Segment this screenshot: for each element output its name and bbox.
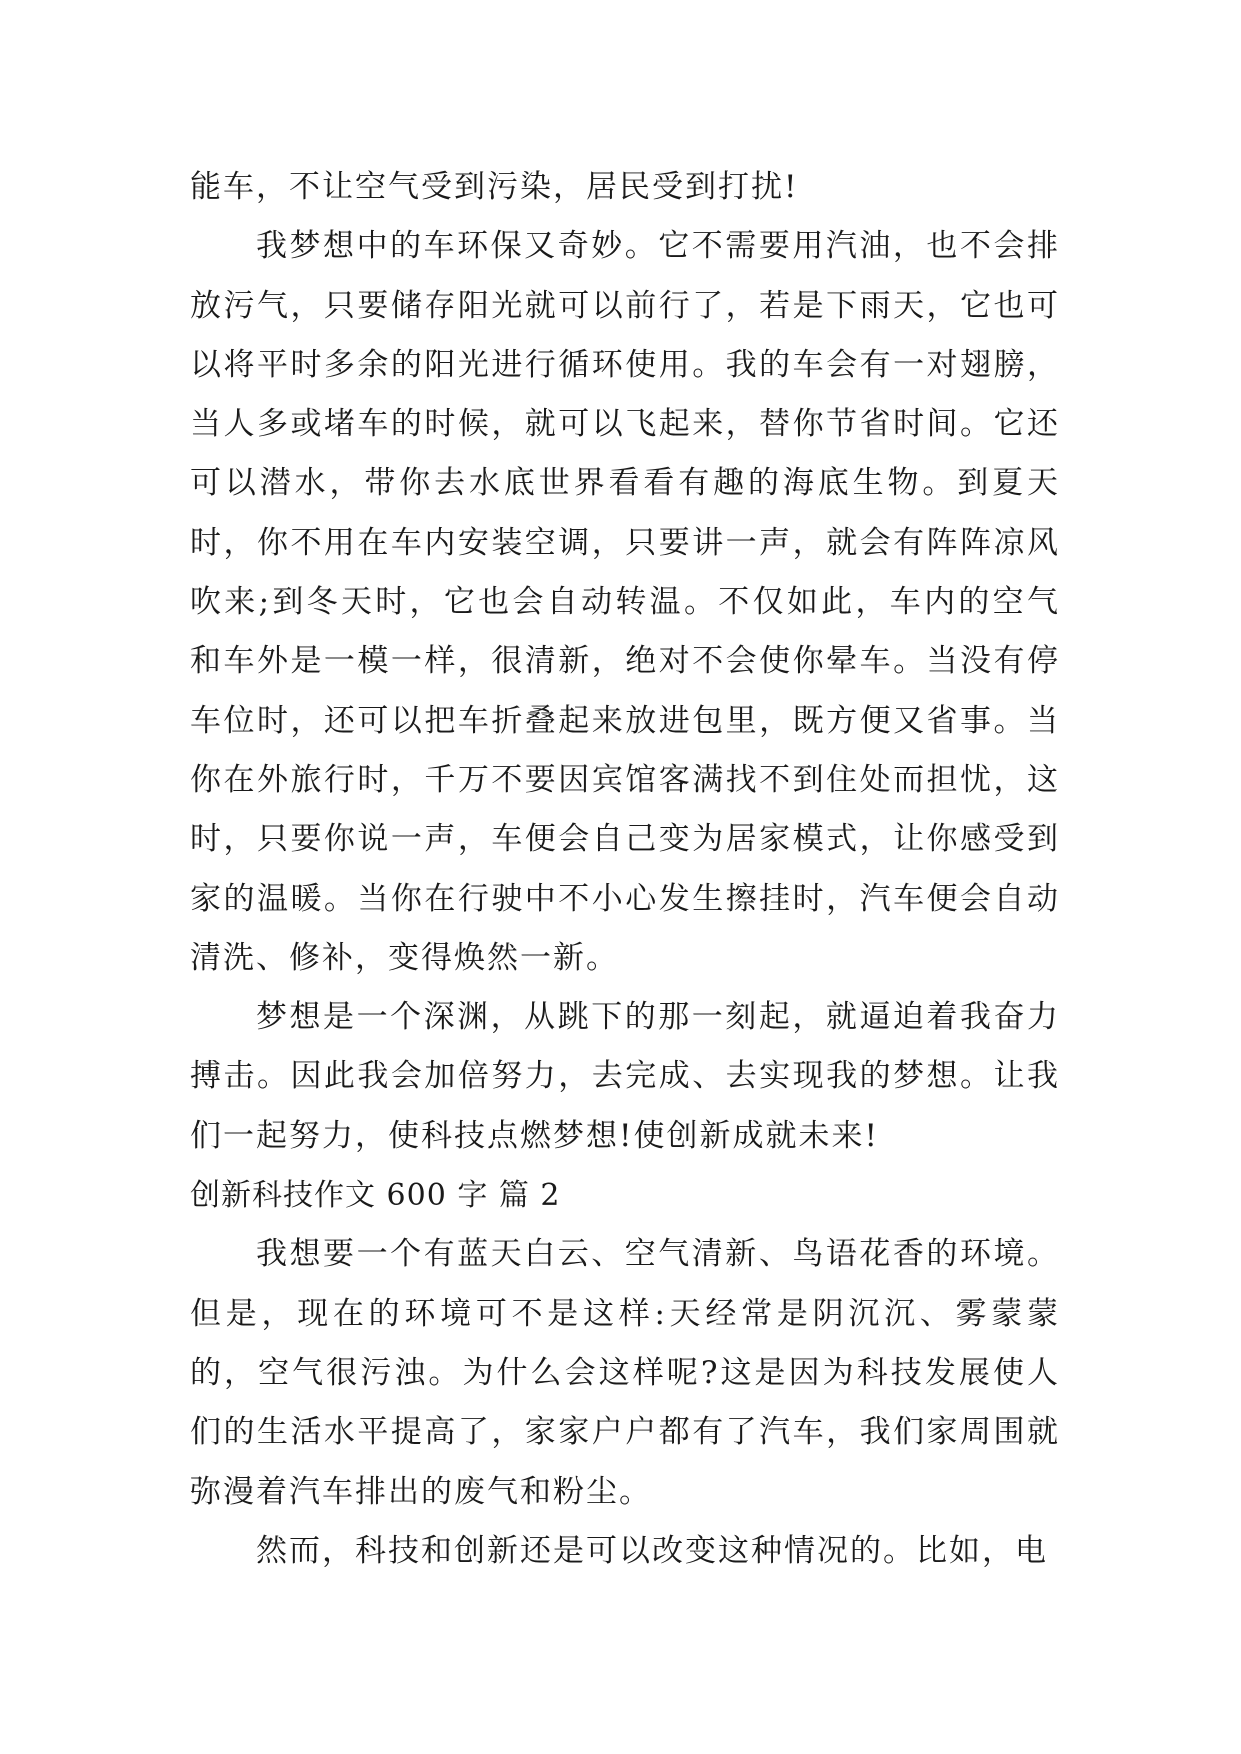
section-heading: 创新科技作文 600 字 篇 2 [190, 1178, 561, 1214]
paragraph-continuation: 能车，不让空气受到污染，居民受到打扰! [190, 169, 799, 205]
paragraph-dream-abyss: 梦想是一个深渊，从跳下的那一刻起，就逼迫着我奋力搏击。因此我会加倍努力，去完成、去实现我的梦想。让我们一起努力，使科技点燃梦想!使创新成就未来! [190, 999, 1060, 1154]
paragraph-dream-car: 我梦想中的车环保又奇妙。它不需要用汽油，也不会排放污气，只要储存阳光就可以前行了，若是下雨天，它也可以将平时多余的阳光进行循环使用。我的车会有一对翅膀，当人多或堵车的时候，就可以飞起来，替你节省时间。它还可以潜水，带你去水底世界看看有趣的海底生物。到夏天时，你不用在车内安装空调，只要讲一声，就会有阵阵凉风吹来;到冬天时，它也会自动转温。不仅如此，车内的空气和车外是一模一样，很清新，绝对不会使你晕车。当没有停车位时，还可以把车折叠起来放进包里，既方便又省事。当你在外旅行时，千万不要因宾馆客满找不到住处而担忧，这时，只要你说一声，车便会自己变为居家模式，让你感受到家的温暖。当你在行驶中不小心发生擦挂时，汽车便会自动清洗、修补，变得焕然一新。 [190, 228, 1060, 976]
document-body [190, 158, 1060, 1581]
paragraph-however: 然而，科技和创新还是可以改变这种情况的。比如，电 [256, 1532, 1048, 1569]
paragraph-environment: 我想要一个有蓝天白云、空气清新、鸟语花香的环境。但是，现在的环境可不是这样:天经常是阴沉沉、雾蒙蒙的，空气很污浊。为什么会这样呢?这是因为科技发展使人们的生活水平提高了，家家户户都有了汽车，我们家周围就弥漫着汽车排出的废气和粉尘。 [190, 1236, 1060, 1510]
